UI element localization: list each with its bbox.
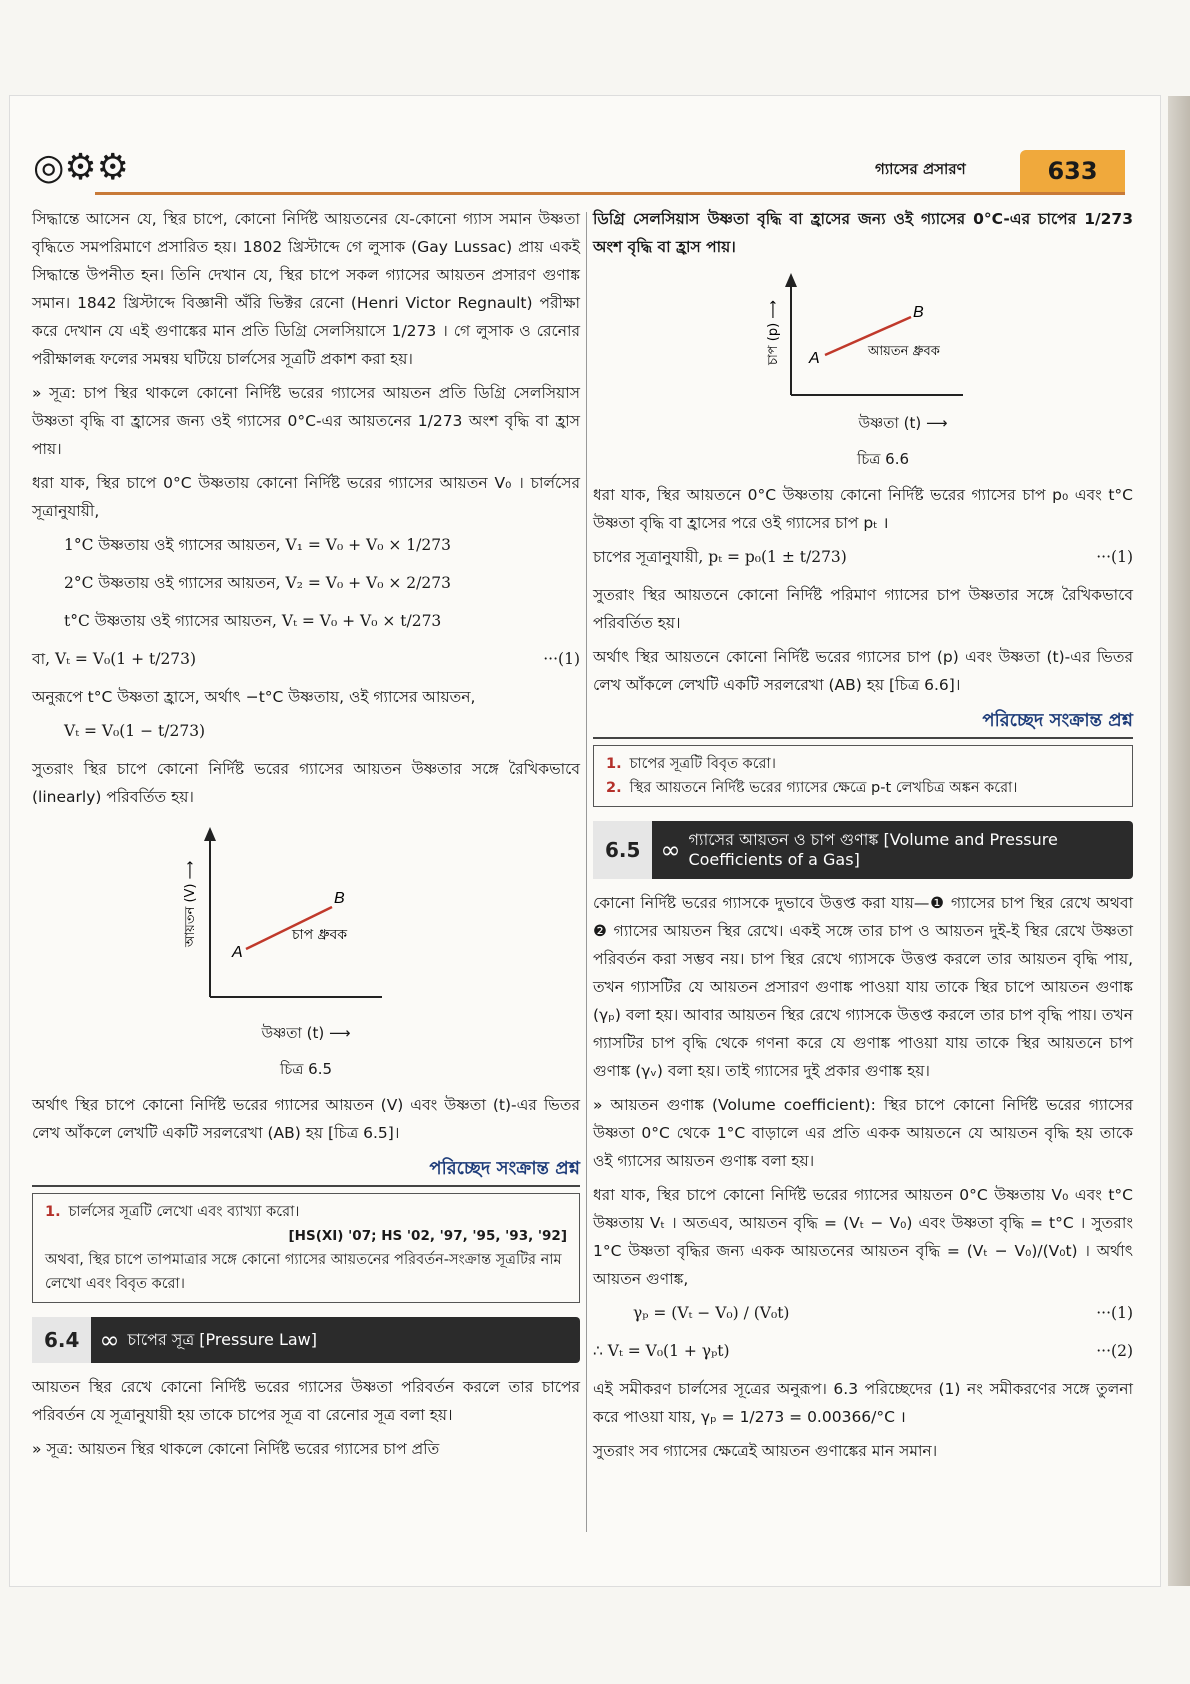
figure-caption: চিত্র 6.6	[856, 450, 910, 468]
equation-number: ···(2)	[1096, 1342, 1133, 1360]
figure-caption: চিত্র 6.5	[279, 1060, 333, 1078]
question-text: স্থির আয়তনে নির্দিষ্ট ভরের গ্যাসের ক্ষেত্রে p-t লেখচিত্র অঙ্কন করো।	[629, 780, 1018, 796]
right-column	[593, 205, 1133, 1471]
equation-number: ···(1)	[1096, 1304, 1133, 1322]
cooling-paragraph: অনুরূপে t°C উষ্ণতা হ্রাসে, অর্থাৎ −t°C উষ্ণতায়, ওই গ্যাসের আয়তন,	[32, 688, 476, 706]
linear-paragraph: সুতরাং স্থির চাপে কোনো নির্দিষ্ট ভরের গ্যাসের আয়তন উষ্ণতার সঙ্গে রৈখিকভাবে (linearly) পরিবর্তিত হয়।	[32, 760, 580, 806]
section-questions-box	[32, 1193, 580, 1303]
volume-coefficient-derivation: ধরা যাক, স্থির চাপে কোনো নির্দিষ্ট ভরের গ্যাসের আয়তন 0°C উষ্ণতায় V₀ এবং t°C উষ্ণতায় Vₜ । অতএব, আয়তন বৃদ্ধি = (Vₜ − V₀) এবং উষ্ণতা বৃদ্ধি = t°C । সুতরাং 1°C উষ্ণতা বৃদ্ধির জন্য একক আয়তনের আয়তন বৃদ্ধি = (Vₜ − V₀)/(V₀t) । অর্থাৎ আয়তন গুণাঙ্ক,	[593, 1186, 1133, 1288]
y-axis-label: চাপ (p) ⟶	[766, 300, 781, 365]
equation-text: বা, Vₜ = V₀(1 + t/273)	[32, 650, 197, 668]
question-number: 1.	[45, 1204, 61, 1220]
question-1	[606, 752, 1120, 776]
pressure-law-continued: ডিগ্রি সেলসিয়াস উষ্ণতা বৃদ্ধি বা হ্রাসের জন্য ওই গ্যাসের 0°C-এর চাপের 1/273 অংশ বৃদ্ধি বা হ্রাস পায়।	[593, 210, 1133, 256]
figure-6-5-graph	[32, 817, 580, 1017]
page-number: 633	[1020, 150, 1125, 192]
running-head-title: গ্যাসের প্রসারণ	[875, 160, 966, 178]
infinity-icon: ∞	[99, 1326, 120, 1354]
question-text: চার্লসের সূত্রটি লেখো এবং ব্যাখ্যা করো।	[68, 1204, 300, 1220]
section-questions-title: পরিচ্ছেদ সংক্রান্ত প্রশ্ন	[593, 707, 1133, 739]
question-text: চাপের সূত্রটি বিবৃত করো।	[629, 756, 776, 772]
linear-paragraph: সুতরাং স্থির আয়তনে কোনো নির্দিষ্ট পরিমাণ গ্যাসের চাপ উষ্ণতার সঙ্গে রৈখিকভাবে পরিবর্তিত হয়।	[593, 586, 1133, 632]
section-title: গ্যাসের আয়তন ও চাপ গুণাঙ্ক [Volume and Pressure Coefficients of a Gas]	[688, 830, 1058, 869]
equation-text: চাপের সূত্রানুযায়ী, pₜ = p₀(1 ± t/273)	[593, 548, 847, 566]
question-alternate: অথবা, স্থির চাপে তাপমাত্রার সঙ্গে কোনো গ্যাসের আয়তনের পরিবর্তন-সংক্রান্ত সূত্রটির নাম লেখো এবং বিবৃত করো।	[45, 1252, 562, 1292]
comparison-paragraph: এই সমীকরণ চার্লসের সূত্রের অনুরূপ। 6.3 পরিচ্ছেদের (1) নং সমীকরণের সঙ্গে তুলনা করে পাওয়া যায়, γₚ = 1/273 = 0.00366/°C ।	[593, 1380, 1133, 1426]
equation-pressure-law	[593, 543, 1133, 571]
y-axis-arrow	[204, 827, 216, 841]
equation-charles-heating	[32, 645, 580, 673]
section-questions-box	[593, 745, 1133, 807]
section-title: চাপের সূত্র [Pressure Law]	[127, 1330, 317, 1349]
column-divider	[586, 212, 587, 1532]
gear-head-icon: ◎⚙⚙	[33, 147, 129, 188]
section-heading-6-5	[593, 821, 1133, 879]
point-a-label: A	[232, 944, 243, 961]
point-a-label: A	[809, 350, 820, 367]
y-axis-label: আয়তন (V) ⟶	[183, 860, 198, 947]
graph-paragraph: অর্থাৎ স্থির আয়তনে কোনো নির্দিষ্ট ভরের গ্যাসের চাপ (p) এবং উষ্ণতা (t)-এর ভিতর লেখ আঁকলে লেখটি একটি সরলরেখা (AB) হয় [চিত্র 6.6]।	[593, 648, 1133, 694]
point-b-label: B	[334, 890, 345, 907]
conclusion-paragraph: সুতরাং সব গ্যাসের ক্ষেত্রেই আয়তন গুণাঙ্কের মান সমান।	[593, 1442, 938, 1460]
figure-6-6	[593, 267, 1133, 407]
equation-vt-gamma	[593, 1337, 1133, 1365]
figure-6-5	[32, 817, 580, 1017]
section-number: 6.4	[32, 1317, 91, 1363]
section-number: 6.5	[593, 821, 652, 879]
infinity-icon: ∞	[660, 836, 681, 864]
left-column	[32, 205, 580, 1469]
volume-coefficient-definition: » আয়তন গুণাঙ্ক (Volume coefficient): স্থির চাপে কোনো নির্দিষ্ট ভরের গ্যাসের উষ্ণতা 0°C থেকে 1°C বাড়ালে এর প্রতি একক আয়তনে যে আয়তন বৃদ্ধি হয় তাকে ওই গ্যাসের আয়তন গুণাঙ্ক বলা হয়।	[593, 1096, 1133, 1170]
section-heading-6-4	[32, 1317, 580, 1363]
equation-number: ···(1)	[1096, 548, 1133, 566]
pressure-law-intro: আয়তন স্থির রেখে কোনো নির্দিষ্ট ভরের গ্যাসের উষ্ণতা পরিবর্তন করলে তার চাপের পরিবর্তন যে সূত্রানুযায়ী হয় তাকে চাপের সূত্র বা রেনোর সূত্র বলা হয়।	[32, 1378, 580, 1424]
equation-number: ···(1)	[543, 650, 580, 668]
line-label: আয়তন ধ্রুবক	[868, 344, 940, 359]
equation-gamma-p	[593, 1299, 1133, 1327]
equation-text: ∴ Vₜ = V₀(1 + γₚt)	[593, 1342, 730, 1360]
x-axis-label: উষ্ণতা (t) ⟶	[858, 414, 948, 432]
equation-vt: t°C উষ্ণতায় ওই গ্যাসের আয়তন, Vₜ = V₀ + V₀ × t/273	[64, 612, 442, 630]
point-b-label: B	[913, 304, 924, 321]
charles-law-statement: » সূত্র: চাপ স্থির থাকলে কোনো নির্দিষ্ট ভরের গ্যাসের আয়তন প্রতি ডিগ্রি সেলসিয়াস উষ্ণতা বৃদ্ধি বা হ্রাসের জন্য ওই গ্যাসের 0°C-এর আয়তনের 1/273 অংশ বৃদ্ধি বা হ্রাস পায়।	[32, 384, 580, 458]
x-axis-label: উষ্ণতা (t) ⟶	[261, 1024, 351, 1042]
pressure-assumption: ধরা যাক, স্থির আয়তনে 0°C উষ্ণতায় কোনো নির্দিষ্ট ভরের গ্যাসের চাপ p₀ এবং t°C উষ্ণতা বৃদ্ধি বা হ্রাসের পরে ওই গ্যাসের চাপ pₜ ।	[593, 486, 1133, 532]
header-rule	[95, 192, 1125, 195]
question-2	[606, 776, 1120, 800]
intro-paragraph: সিদ্ধান্তে আসেন যে, স্থির চাপে, কোনো নির্দিষ্ট আয়তনের যে-কোনো গ্যাস সমান উষ্ণতা বৃদ্ধিতে সমপরিমাণে প্রসারিত হয়। 1802 খ্রিস্টাব্দে গে লুসাক (Gay Lussac) প্রায় একই সিদ্ধান্তে উপনীত হন। তিনি দেখান যে, স্থির চাপে সকল গ্যাসের আয়তন প্রসারণ গুণাঙ্ক সমান। 1842 খ্রিস্টাব্দে বিজ্ঞানী অঁরি ভিক্টর রেনো (Henri Victor Regnault) পরীক্ষা করে দেখান যে এই গুণাঙ্কের মান প্রতি ডিগ্রি সেলসিয়াসে 1/273 । গে লুসাক ও রেনোর পরীক্ষালব্ধ ফলের সমন্বয় ঘটিয়ে চার্লসের সূত্রটি প্রকাশ করা হয়।	[32, 210, 580, 368]
figure-6-6-graph	[593, 267, 1133, 407]
question-1	[45, 1200, 567, 1224]
coefficients-paragraph: কোনো নির্দিষ্ট ভরের গ্যাসকে দুভাবে উত্তপ্ত করা যায়—❶ গ্যাসের চাপ স্থির রেখে অথবা ❷ গ্যাসের আয়তন স্থির রেখে। একই সঙ্গে তার চাপ ও আয়তন দুই-ই স্থির রেখে উষ্ণতা পরিবর্তন করা সম্ভব নয়। চাপ স্থির রেখে গ্যাসকে উত্তপ্ত করলে তার আয়তন বৃদ্ধি পায়, তখন গ্যাসটির যে আয়তন প্রসারণ গুণাঙ্ক পাওয়া যায় তাকে স্থির চাপে আয়তন গুণাঙ্ক (γₚ) বলা হয়। আবার আয়তন স্থির রেখে গ্যাসকে উত্তপ্ত করলে তার চাপ বৃদ্ধি পায়। তখন গ্যাসটির চাপ বৃদ্ধি থেকে গণনা করে যে গুণাঙ্ক পাওয়া যায় তাকে স্থির আয়তনে চাপ গুণাঙ্ক (γᵥ) বলা হয়। তাই গ্যাসের দুই প্রকার গুণাঙ্ক হয়।	[593, 894, 1133, 1080]
page-edge	[1168, 96, 1190, 1586]
exam-reference: [HS(XI) '07; HS '02, '97, '95, '93, '92]	[288, 1228, 567, 1244]
section-questions-title: পরিচ্ছেদ সংক্রান্ত প্রশ্ন	[32, 1155, 580, 1187]
equation-v2: 2°C উষ্ণতায় ওই গ্যাসের আয়তন, V₂ = V₀ + V₀ × 2/273	[64, 574, 451, 592]
y-axis-arrow	[785, 273, 797, 287]
equation-v1: 1°C উষ্ণতায় ওই গ্যাসের আয়তন, V₁ = V₀ + V₀ × 1/273	[64, 536, 451, 554]
charles-assumption: ধরা যাক, স্থির চাপে 0°C উষ্ণতায় কোনো নির্দিষ্ট ভরের গ্যাসের আয়তন V₀ । চার্লসের সূত্রানুযায়ী,	[32, 474, 580, 520]
question-number: 2.	[606, 780, 622, 796]
question-number: 1.	[606, 756, 622, 772]
graph-paragraph: অর্থাৎ স্থির চাপে কোনো নির্দিষ্ট ভরের গ্যাসের আয়তন (V) এবং উষ্ণতা (t)-এর ভিতর লেখ আঁকলে লেখটি একটি সরলরেখা (AB) হয় [চিত্র 6.5]।	[32, 1096, 580, 1142]
line-label: চাপ ধ্রুবক	[292, 927, 348, 943]
equation-charles-cooling: Vₜ = V₀(1 − t/273)	[64, 722, 206, 740]
equation-text: γₚ = (Vₜ − V₀) / (V₀t)	[633, 1304, 790, 1322]
pressure-law-statement: » সূত্র: আয়তন স্থির থাকলে কোনো নির্দিষ্ট ভরের গ্যাসের চাপ প্রতি	[32, 1440, 440, 1458]
